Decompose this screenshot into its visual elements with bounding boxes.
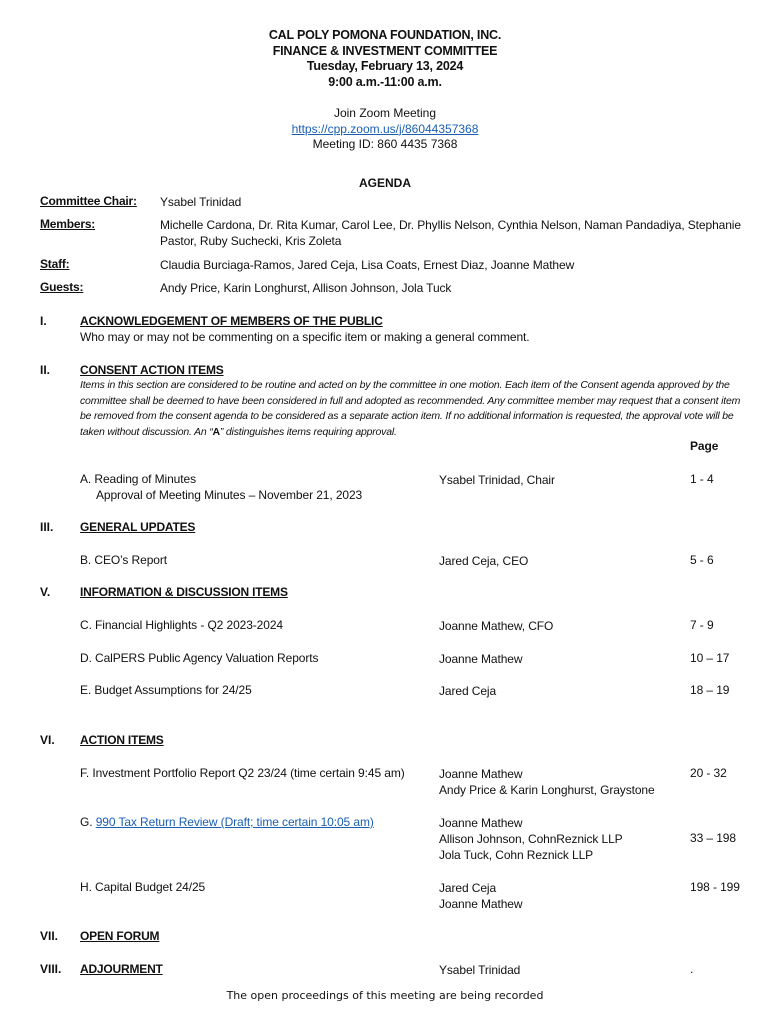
consent-text-a: Items in this section are considered to be routine and acted on by the committee in one motion. Each item of the Consent agenda approved by the committee shall be deemed to have been considered in full and adopted as recommended. Any committee member may request that a consent item be removed from the consent agenda to be considered as a separate action item. If no additional information is requested, the approval vote will be taken without discussion. An “ [80,379,741,438]
guests-label: Guests: [40,280,84,294]
section-number: II. [40,363,51,377]
document-header [0,28,770,153]
zoom-link[interactable]: https://cpp.zoom.us/j/86044357368 [291,121,479,136]
item-b-title: B. CEO’s Report [80,553,167,567]
item-g-presenters [439,815,623,863]
item-b-presenter: Jared Ceja, CEO [439,554,529,568]
members-list: Michelle Cardona, Dr. Rita Kumar, Carol Lee, Dr. Phyllis Nelson, Cynthia Nelson, Naman Pandadiya, Stephanie Pastor, Ruby Suchecki, Kris Zoleta [160,218,741,248]
header-spacer [0,90,770,106]
item-a-pages: 1 - 4 [690,472,714,486]
staff-label: Staff: [40,257,70,271]
footer-note: The open proceedings of this meeting are being recorded [226,989,544,1002]
section-number: III. [40,520,54,534]
chair-name: Ysabel Trinidad [160,195,242,209]
section-title-open-forum: OPEN FORUM [80,929,160,943]
section-number: V. [40,585,51,599]
item-g-title [80,815,374,829]
item-c-pages: 7 - 9 [690,618,714,632]
item-d-presenter: Joanne Mathew [439,652,523,666]
section-number: I. [40,314,47,328]
org-name: CAL POLY POMONA FOUNDATION, INC. [268,28,502,42]
item-f-pages: 20 - 32 [690,766,727,780]
section-title-adjournment: ADJOURMENT [80,962,163,976]
section-number: VIII. [40,962,62,976]
members-label: Members: [40,217,96,231]
item-g-presenter-2: Allison Johnson, CohnReznick LLP [439,832,623,846]
meeting-id: Meeting ID: 860 4435 7368 [312,137,458,151]
zoom-label: Join Zoom Meeting [333,106,437,120]
item-g-link[interactable]: 990 Tax Return Review (Draft; time certain 10:05 am) [95,815,374,829]
item-c-title: C. Financial Highlights - Q2 2023-2024 [80,618,283,632]
committee-name: FINANCE & INVESTMENT COMMITTEE [272,43,498,58]
item-b-pages: 5 - 6 [690,553,714,567]
meeting-time: 9:00 a.m.-11:00 a.m. [328,74,442,89]
item-h-presenters [439,880,522,912]
item-f-title: F. Investment Portfolio Report Q2 23/24 (time certain 9:45 am) [80,766,405,780]
page-column-header: Page [690,439,719,453]
section-title-general-updates: GENERAL UPDATES [80,520,196,534]
item-g-presenter-1: Joanne Mathew [439,816,523,830]
item-a-presenter: Ysabel Trinidad, Chair [439,473,555,487]
section-title-consent: CONSENT ACTION ITEMS [80,363,224,377]
meeting-date: Tuesday, February 13, 2024 [306,59,464,73]
item-h-presenter-1: Jared Ceja [439,881,497,895]
item-f-presenter-2: Andy Price & Karin Longhurst, Graystone [439,783,655,797]
item-h-pages: 198 - 199 [690,880,740,894]
item-d-title: D. CalPERS Public Agency Valuation Reports [80,651,319,665]
consent-text-bold: A [212,425,220,438]
item-f-presenter-1: Joanne Mathew [439,767,523,781]
item-g-prefix: G. [80,815,96,829]
item-g-presenter-3: Jola Tuck, Cohn Reznick LLP [439,848,594,862]
item-a-subtitle: Approval of Meeting Minutes – November 21, 2023 [96,488,363,502]
consent-description [80,378,745,440]
guests-list: Andy Price, Karin Longhurst, Allison Johnson, Jola Tuck [160,281,452,295]
section-number: VII. [40,929,59,943]
item-e-pages: 18 – 19 [690,683,730,697]
consent-text-b: ” distinguishes items requiring approval. [219,425,397,438]
item-e-title: E. Budget Assumptions for 24/25 [80,683,252,697]
adjournment-presenter: Ysabel Trinidad [439,963,521,977]
section-number: VI. [40,733,55,747]
adjournment-pages: . [690,962,694,976]
item-c-presenter: Joanne Mathew, CFO [439,619,554,633]
agenda-title: AGENDA [358,176,411,190]
staff-list: Claudia Burciaga-Ramos, Jared Ceja, Lisa Coats, Ernest Diaz, Joanne Mathew [160,258,575,272]
item-d-pages: 10 – 17 [690,651,730,665]
item-a-title: A. Reading of Minutes [80,472,196,486]
item-f-presenters [439,766,655,798]
section-title-action-items: ACTION ITEMS [80,733,164,747]
item-h-presenter-2: Joanne Mathew [439,897,523,911]
section-description: Who may or may not be commenting on a specific item or making a general comment. [80,330,530,344]
item-g-pages: 33 – 198 [690,831,736,845]
item-e-presenter: Jared Ceja [439,684,497,698]
chair-label: Committee Chair: [40,194,137,208]
section-title-information: INFORMATION & DISCUSSION ITEMS [80,585,288,599]
item-h-title: H. Capital Budget 24/25 [80,880,206,894]
section-title-acknowledgement: ACKNOWLEDGEMENT OF MEMBERS OF THE PUBLIC [80,314,383,328]
